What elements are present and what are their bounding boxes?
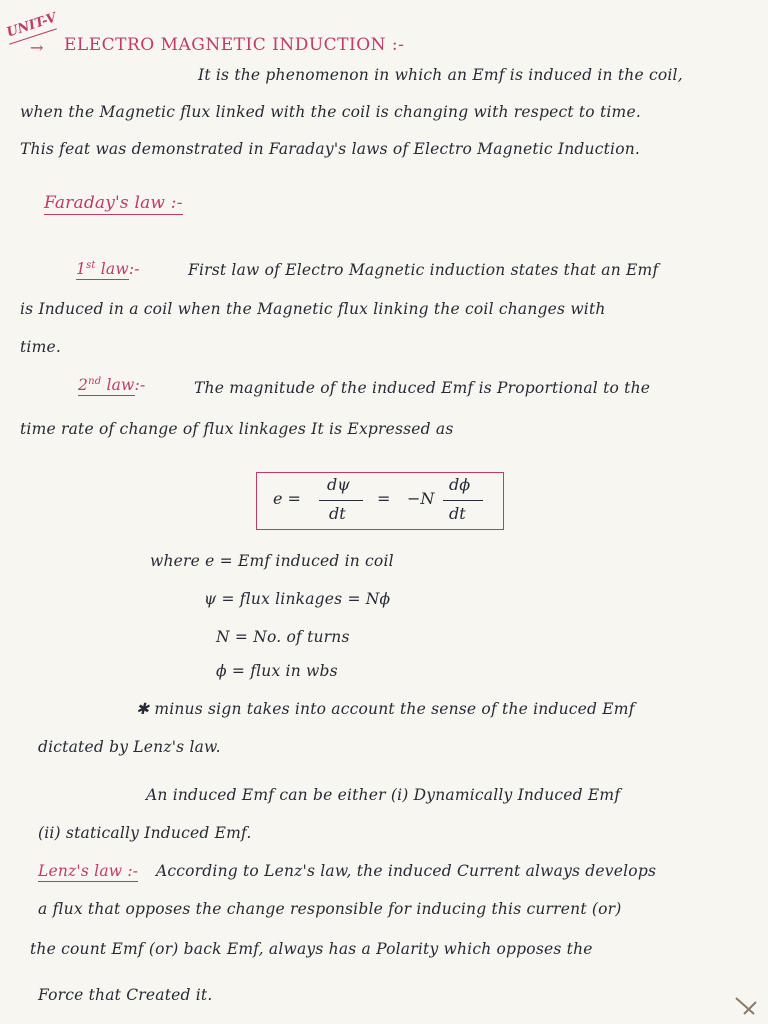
formula-box [256, 472, 504, 530]
lenz-line-3: the count Emf (or) back Emf, always has a Polarity which opposes the [30, 940, 593, 958]
formula-fraction-line-2 [443, 500, 483, 501]
intro-line-3: This feat was demonstrated in Faraday's laws of Electro Magnetic Induction. [20, 140, 641, 158]
faraday-heading [44, 193, 183, 213]
note-line-2: dictated by Lenz's law. [38, 738, 221, 756]
law1-num: 1 [76, 260, 87, 279]
law2-line-1: The magnitude of the induced Emf is Proportional to the [194, 379, 651, 397]
lenz-line-1: According to Lenz's law, the induced Current always develops [156, 862, 657, 880]
where-line-1: where e = Emf induced in coil [150, 552, 394, 570]
formula-num1: dψ [327, 475, 350, 494]
lenz-line-4: Force that Created it. [38, 986, 213, 1004]
lenz-line-2: a flux that opposes the change responsible for inducing this current (or) [38, 900, 622, 918]
page-title: ELECTRO MAGNETIC INDUCTION :- [64, 35, 405, 55]
law2-label-text [78, 376, 135, 396]
unit-label: UNIT-V [4, 10, 59, 41]
law2-num: 2 [78, 376, 89, 395]
law1-label-text [76, 260, 129, 280]
induced-line-1: An induced Emf can be either (i) Dynamically Induced Emf [146, 786, 621, 804]
law1-label [76, 260, 140, 278]
lenz-heading [38, 862, 138, 880]
intro-line-1: It is the phenomenon in which an Emf is induced in the coil, [198, 66, 683, 84]
formula-den2: dt [449, 504, 466, 523]
law1-line-1: First law of Electro Magnetic induction states that an Emf [188, 261, 659, 279]
law2-word: law [101, 376, 135, 395]
where-line-2: ψ = flux linkages = Nϕ [204, 590, 391, 608]
formula-lhs: e = [273, 489, 301, 508]
where-line-4: ϕ = flux in wbs [216, 662, 338, 680]
faraday-heading-text: Faraday's law :- [44, 193, 183, 213]
formula-eq: = [377, 489, 391, 508]
law1-suffix: :- [128, 260, 140, 279]
law1-line-3: time. [20, 338, 61, 356]
law1-line-2: is Induced in a coil when the Magnetic flux linking the coil changes with [20, 300, 606, 318]
law1-word: law [95, 260, 129, 279]
law2-line-2: time rate of change of flux linkages It is Expressed as [20, 420, 454, 438]
corner-mark-icon [732, 992, 762, 1020]
law2-label [78, 376, 145, 394]
formula-fraction-line-1 [319, 500, 363, 501]
induced-line-2: (ii) statically Induced Emf. [38, 824, 252, 842]
formula-num2: dϕ [449, 475, 471, 494]
law2-sup: nd [88, 376, 102, 387]
note-line-1: ✱ minus sign takes into account the sense of the induced Emf [136, 700, 635, 718]
intro-line-2: when the Magnetic flux linked with the coil is changing with respect to time. [20, 103, 641, 121]
lenz-heading-text: Lenz's law :- [38, 862, 139, 880]
where-line-3: N = No. of turns [216, 628, 350, 646]
formula-neg-n: −N [407, 489, 435, 508]
formula-den1: dt [329, 504, 346, 523]
law2-suffix: :- [134, 376, 146, 395]
law1-sup: st [86, 260, 96, 271]
title-arrow-icon: → [30, 38, 44, 57]
